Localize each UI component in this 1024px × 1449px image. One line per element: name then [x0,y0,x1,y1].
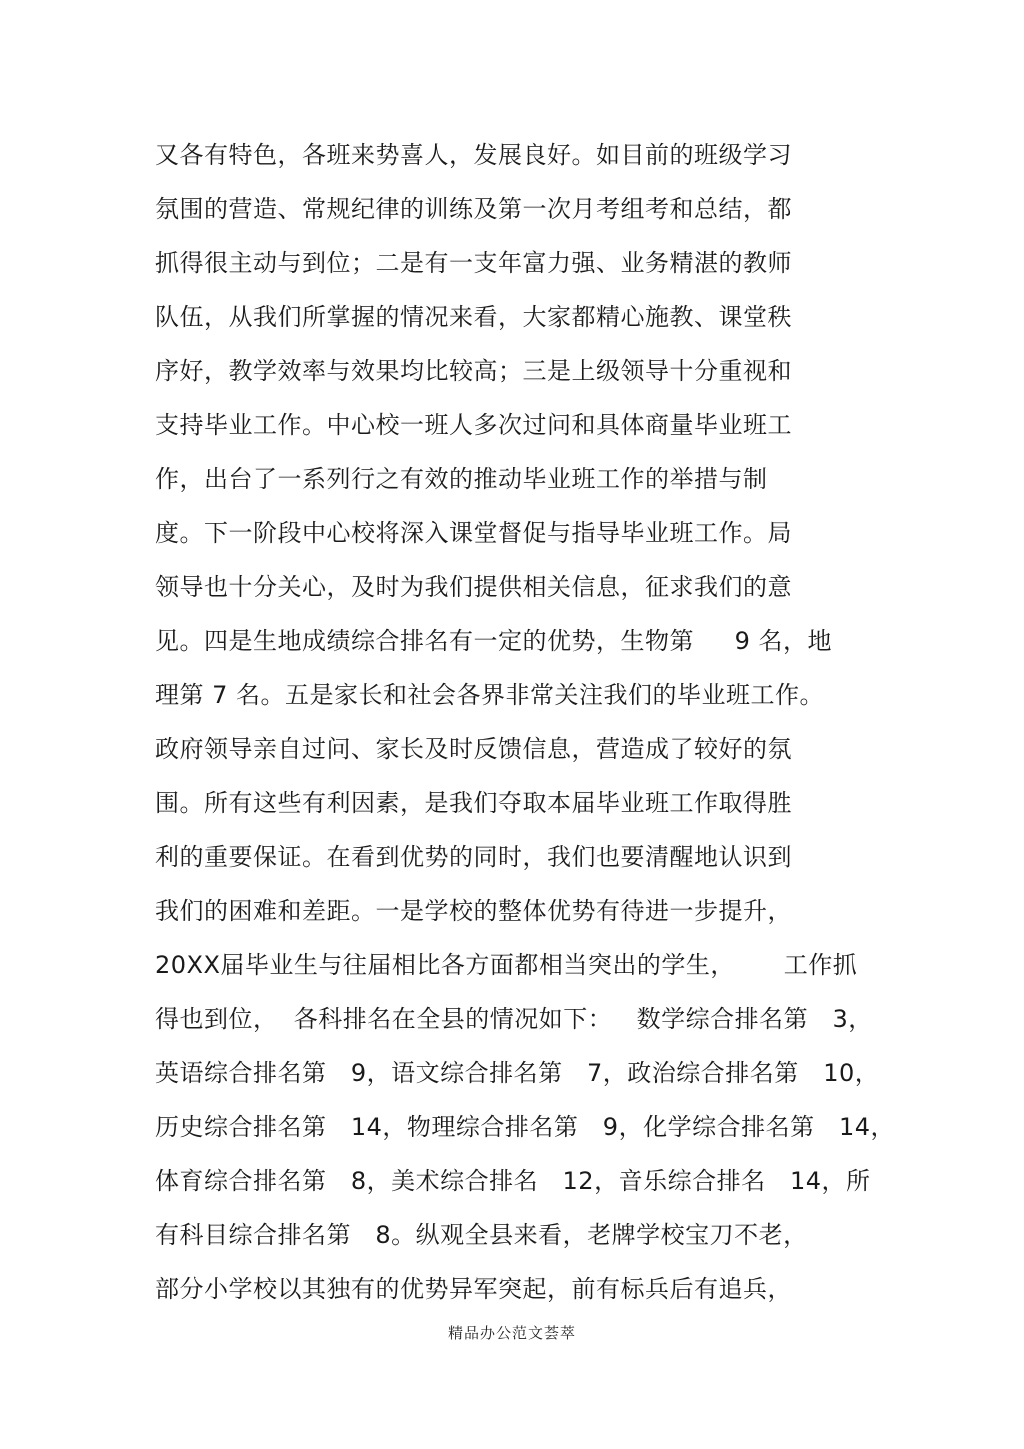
page-footer: 精品办公范文荟萃 [447,1324,576,1342]
text-line: 英语综合排名第 9，语文综合排名第 7，政治综合排名第 10， [155,1059,880,1087]
text-line: 队伍，从我们所掌握的情况来看，大家都精心施教、课堂秩 [155,303,792,331]
text-line: 围。所有这些有利因素，是我们夺取本届毕业班工作取得胜 [155,789,792,817]
text-line: 利的重要保证。在看到优势的同时，我们也要清醒地认识到 [155,843,792,871]
text-line: 我们的困难和差距。一是学校的整体优势有待进一步提升， [155,897,792,925]
text-line: 作，出台了一系列行之有效的推动毕业班工作的举措与制 [155,465,768,493]
text-line: 体育综合排名第 8，美术综合排名 12，音乐综合排名 14，所 [155,1167,871,1195]
text-line: 序好，教学效率与效果均比较高；三是上级领导十分重视和 [155,357,792,385]
text-line: 又各有特色，各班来势喜人，发展良好。如目前的班级学习 [155,141,792,169]
text-line: 20XX届毕业生与往届相比各方面都相当突出的学生， 工作抓 [155,951,858,979]
text-line: 度。下一阶段中心校将深入课堂督促与指导毕业班工作。局 [155,519,792,547]
text-line: 得也到位， 各科排名在全县的情况如下： 数学综合排名第 3， [155,1005,873,1033]
text-line: 有科目综合排名第 8。纵观全县来看，老牌学校宝刀不老， [155,1221,808,1249]
text-line: 见。四是生地成绩综合排名有一定的优势，生物第 9 名，地 [155,627,833,655]
text-line: 氛围的营造、常规纪律的训练及第一次月考组考和总结，都 [155,195,792,223]
text-line: 政府领导亲自过问、家长及时反馈信息，营造成了较好的氛 [155,735,792,763]
text-line: 领导也十分关心，及时为我们提供相关信息，征求我们的意 [155,573,792,601]
text-line: 抓得很主动与到位；二是有一支年富力强、业务精湛的教师 [155,249,792,277]
text-line: 理第 7 名。五是家长和社会各界非常关注我们的毕业班工作。 [155,681,825,709]
text-line: 支持毕业工作。中心校一班人多次过问和具体商量毕业班工 [155,411,792,439]
body-text [155,128,896,1316]
text-line: 部分小学校以其独有的优势异军突起，前有标兵后有追兵， [155,1275,792,1303]
text-line: 历史综合排名第 14，物理综合排名第 9，化学综合排名第 14， [155,1113,896,1141]
